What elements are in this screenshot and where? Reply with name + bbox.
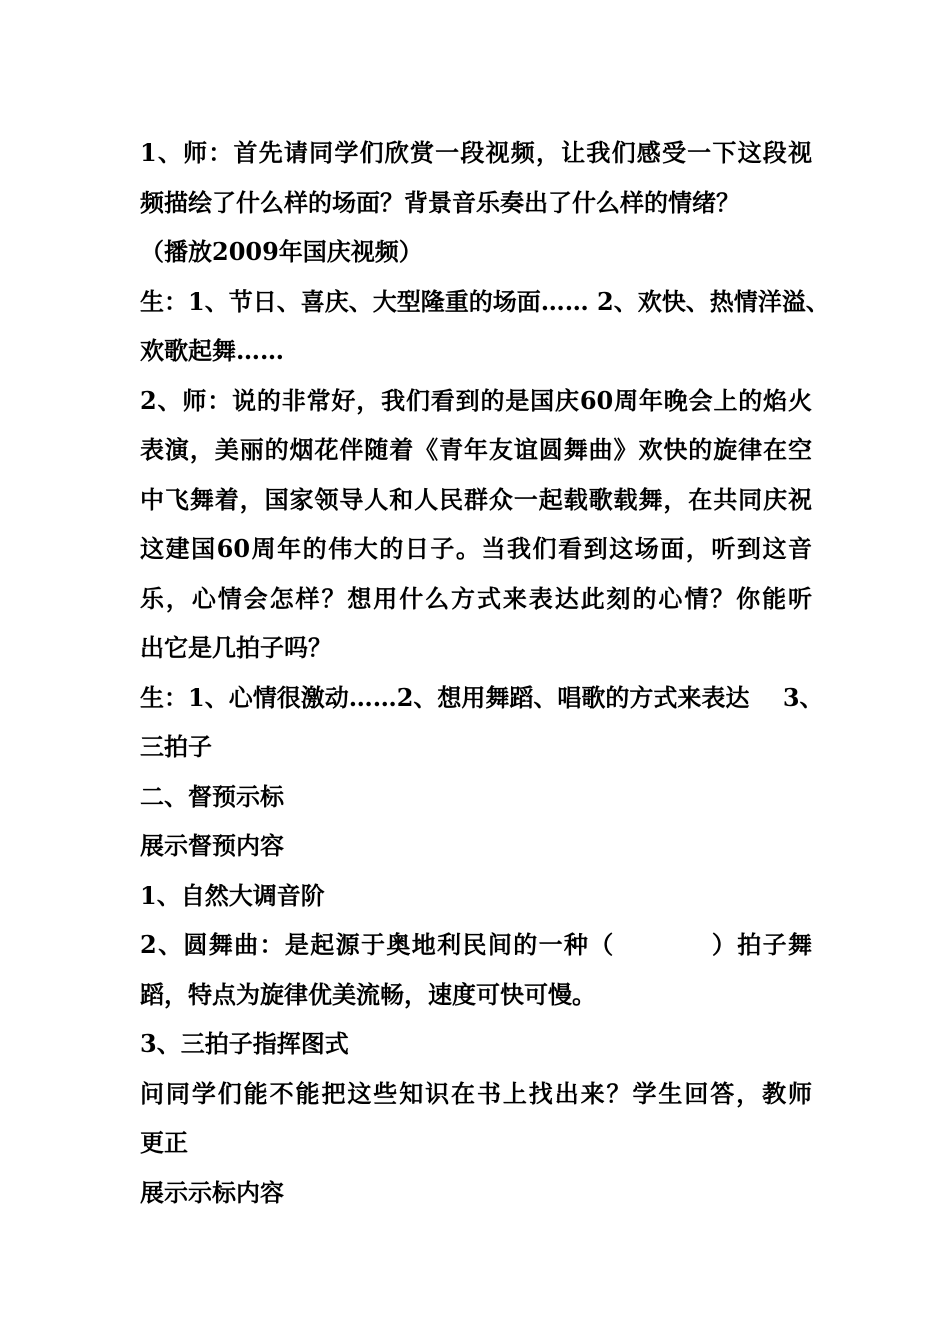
text-line: 2、圆舞曲：是起源于奥地利民间的一种（ ）拍子舞 [140, 930, 812, 959]
text-line: 展示督预内容 [140, 831, 284, 860]
text-line: 更正 [140, 1128, 188, 1157]
text-line: 2、师：说的非常好，我们看到的是国庆60周年晚会上的焰火 [140, 385, 812, 415]
text-line: 表演，美丽的烟花伴随着《青年友谊圆舞曲》欢快的旋律在空 [140, 435, 812, 464]
text-line: 中飞舞着，国家领导人和人民群众一起载歌载舞，在共同庆祝 [140, 484, 812, 514]
text-line: 这建国60周年的伟大的日子。当我们看到这场面，听到这音 [140, 534, 812, 563]
text-line: 欢歌起舞…… [140, 336, 284, 365]
text-line: 1、自然大调音阶 [140, 880, 325, 910]
text-line: 蹈，特点为旋律优美流畅，速度可快可慢。 [140, 979, 596, 1009]
text-line: 出它是几拍子吗？ [140, 633, 332, 662]
text-line: 三拍子 [140, 732, 212, 761]
section-heading: 二、督预示标 [140, 781, 284, 811]
text-line: 生：1、心情很激动……2、想用舞蹈、唱歌的方式来表达 3、 [140, 682, 824, 712]
document-body [140, 128, 830, 1217]
text-line: 生：1、节日、喜庆、大型隆重的场面…… 2、欢快、热情洋溢、 [140, 286, 830, 316]
text-line: 问同学们能不能把这些知识在书上找出来？学生回答，教师 [140, 1078, 812, 1108]
text-line: 1、师：首先请同学们欣赏一段视频，让我们感受一下这段视 [140, 138, 812, 167]
text-line: 乐，心情会怎样？想用什么方式来表达此刻的心情？你能听 [140, 583, 812, 613]
text-line: （播放2009年国庆视频） [140, 237, 423, 266]
text-line: 3、三拍子指挥图式 [140, 1029, 349, 1058]
text-line: 频描绘了什么样的场面？背景音乐奏出了什么样的情绪？ [140, 187, 740, 217]
text-line: 展示示标内容 [140, 1177, 284, 1207]
